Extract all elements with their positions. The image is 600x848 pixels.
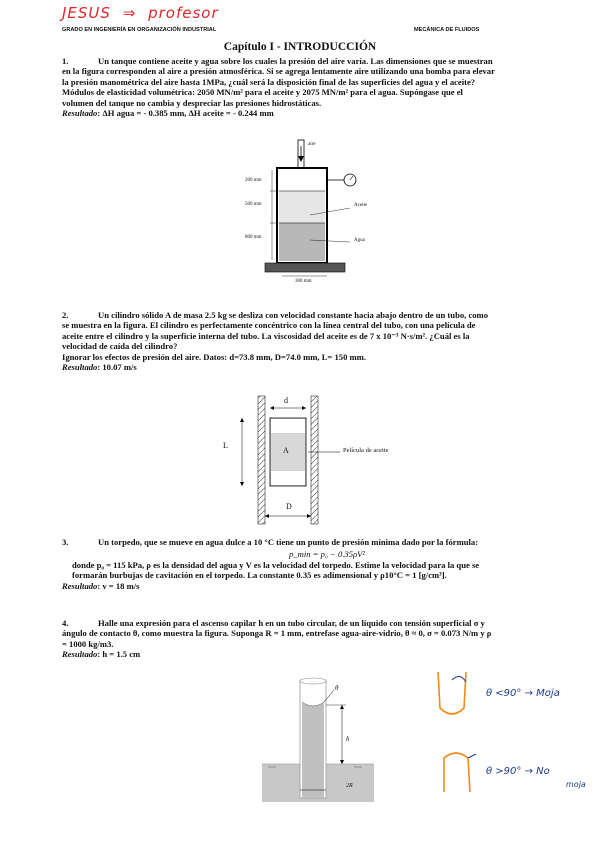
problem-line: ángulo de contacto θ, como muestra la figura. Suponga R = 1 mm, entrefase agua-aire-vidrio, θ ≈ 0, σ = 0.073 N/m y ρ xyxy=(62,628,492,639)
problem-number: 3. xyxy=(62,537,69,547)
problem-line: Un tanque contiene aceite y agua sobre los cuales la presión del aire varía. Las dimensiones que se muestran xyxy=(98,56,493,66)
note-1-result: Moja xyxy=(536,688,560,699)
fig1-oil-label: Aceite xyxy=(354,203,368,208)
problem-number: 4. xyxy=(62,618,69,628)
handwritten-arrow: ⇒ xyxy=(122,4,137,22)
note-1 xyxy=(486,688,560,699)
problem-line: velocidad de caída del cilindro? xyxy=(62,341,178,352)
result-value: : 10.07 m/s xyxy=(97,362,137,373)
result-label: Resultado xyxy=(62,362,98,373)
problem-line: aceite entre el cilindro y la superficie interna del tubo. La viscosidad del aceite es de 7 x 10⁻³ N·s/m². ¿Cuál es la xyxy=(62,330,470,341)
fig2-d-label: d xyxy=(284,396,288,405)
problem-line: donde p₀ = 115 kPa, ρ es la densidad del agua y V es la velocidad del torpedo. Estime la velocidad para la que se xyxy=(72,559,480,570)
problem-line: la presión manométrica del aire hasta 1MPa, ¿cuál será la disposición final de las superficies del agua y el aceite? xyxy=(62,76,476,87)
fig4-h-label: h xyxy=(346,735,350,743)
fig1-width-label: 300 mm xyxy=(295,279,312,284)
fig4-diam-label: 2R xyxy=(346,783,353,789)
result-label: Resultado xyxy=(62,108,98,119)
problem-line: se muestra en la figura. El cilindro es perfectamente concéntrico con la línea central del tubo, con una película de xyxy=(62,320,476,331)
problem-number: 1. xyxy=(62,56,69,66)
problem-1 xyxy=(62,56,552,118)
note-2 xyxy=(486,766,550,777)
problem-line: en la figura corresponden al aire a presión atmosférica. Si se agrega lentamente aire utilizando una bomba para elevar xyxy=(62,66,495,77)
problem-number: 2. xyxy=(62,310,69,320)
note-1-angle: θ <90° xyxy=(486,688,522,699)
problem-line: Ignorar los efectos de presión del aire. Datos: d=73.8 mm, D=74.0 mm, L= 150 mm. xyxy=(62,351,366,362)
note-2-angle: θ >90° xyxy=(486,766,522,777)
fig1-dim-mid: 500 mm xyxy=(245,202,262,207)
header-right: MECÁNICA DE FLUIDOS xyxy=(414,27,480,33)
fig1-air-label: aire xyxy=(308,142,316,147)
figure-capillary xyxy=(262,672,377,804)
problem-4 xyxy=(62,618,552,660)
problem-line: volumen del tanque no cambia y despreciar las presiones hidrostáticas. xyxy=(62,97,322,108)
problem-line: Módulos de elasticidad volumétrica: 2050 MN/m² para el aceite y 2075 MN/m² para el agua. Supóngase que el xyxy=(62,87,463,98)
fig1-dim-bottom: 800 mm xyxy=(245,235,262,240)
note-2b: moja xyxy=(566,780,586,789)
problem-line: Un torpedo, que se mueve en agua dulce a 10 °C tiene un punto de presión mínima dado por la fórmula: xyxy=(98,537,479,547)
handwritten-name-text: JESUS xyxy=(62,4,111,22)
header-left: GRADO EN INGENIERÍA EN ORGANIZACIÓN INDUSTRIAL xyxy=(62,27,217,33)
fig4-theta-label: θ xyxy=(335,684,339,692)
result-label: Resultado xyxy=(62,580,98,591)
problem-line: Halle una expresión para el ascenso capilar h en un tubo circular, de un líquido con tensión superficial σ y xyxy=(98,618,485,628)
fig1-dim-top: 200 mm xyxy=(245,178,262,183)
fig2-L-label: L xyxy=(223,441,228,450)
handwritten-role: profesor xyxy=(148,4,219,22)
result-value: : h = 1.5 cm xyxy=(97,649,141,660)
problem-line: formarán burbujas de cavitación en el torpedo. La constante 0.35 es adimensional y ρ10°C = 1 [g/cm³]. xyxy=(72,570,447,581)
fig2-film-label: Película de aceite xyxy=(343,447,389,454)
problem-2 xyxy=(62,310,552,372)
note-1-arrow: → xyxy=(524,688,533,699)
result-value: : ΔH agua = - 0.385 mm, ΔH aceite = - 0.244 mm xyxy=(97,108,274,119)
problem-line: = 1000 kg/m3. xyxy=(62,638,114,649)
formula: p_min = p₀ − 0.35ρV² xyxy=(289,549,365,560)
problem-line: Un cilindro sólido A de masa 2.5 kg se desliza con velocidad constante hacia abajo dentro de un tubo, como xyxy=(98,310,489,320)
fig2-A-label: A xyxy=(283,446,289,455)
fig1-water-label: Agua xyxy=(354,238,365,243)
result-value: : v = 18 m/s xyxy=(97,580,140,591)
figure-tank xyxy=(240,140,370,290)
fig2-D-label: D xyxy=(286,502,292,511)
note-2-arrow: → xyxy=(524,766,533,777)
page-title: Capítulo I - INTRODUCCIÓN xyxy=(223,41,377,53)
result-label: Resultado xyxy=(62,649,98,660)
note-2-result-a: No xyxy=(536,766,550,777)
handwritten-name xyxy=(62,4,219,22)
problem-3 xyxy=(62,537,552,591)
sketch-meniscus-concave xyxy=(432,668,492,728)
